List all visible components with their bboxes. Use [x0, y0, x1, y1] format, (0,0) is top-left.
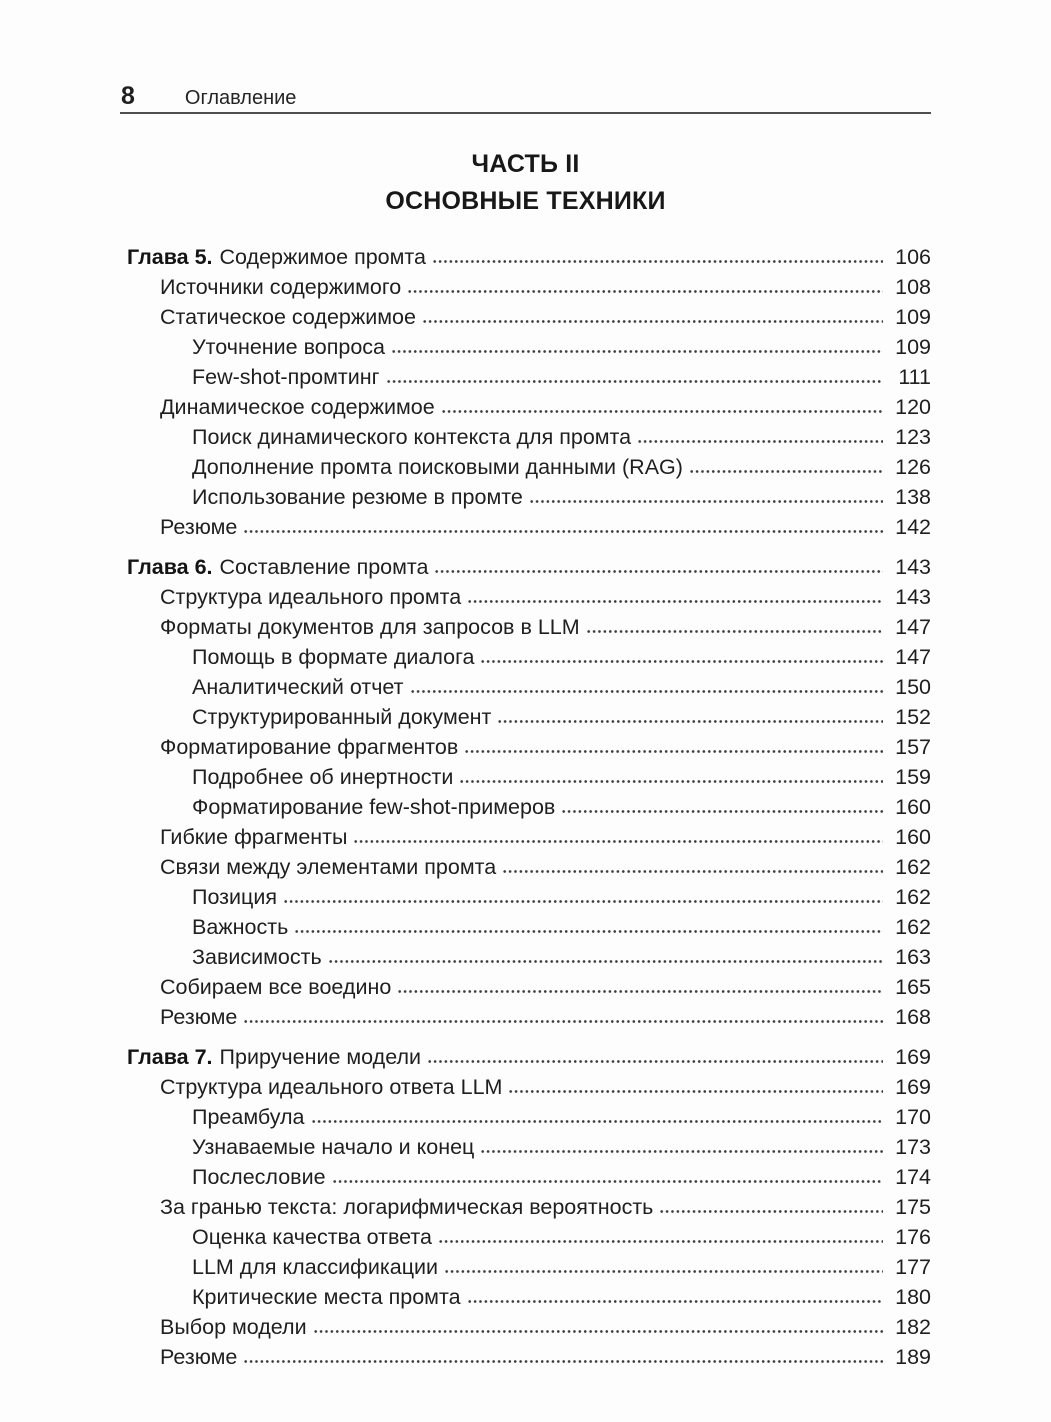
dot-leader — [353, 839, 883, 844]
toc-entry-page-number: 162 — [895, 885, 931, 909]
dot-leader — [243, 1019, 883, 1024]
dot-leader — [283, 899, 883, 904]
toc-entry-title: Структурированный документ — [192, 705, 492, 729]
toc-entry — [127, 512, 931, 542]
toc-entry — [127, 582, 931, 612]
toc-entry-page-number: 150 — [895, 675, 931, 699]
dot-leader — [397, 989, 883, 994]
toc-entry-title: Приручение модели — [219, 1045, 421, 1069]
toc-entry-title: Выбор модели — [160, 1315, 307, 1339]
toc-entry — [127, 1072, 931, 1102]
folio-page-number: 8 — [121, 82, 135, 110]
toc-entry-title: Содержимое промта — [219, 245, 426, 269]
toc-entry — [127, 642, 931, 672]
toc-entry-page-number: 109 — [895, 305, 931, 329]
toc-entry-page-number: 109 — [895, 335, 931, 359]
toc-entry-title: Зависимость — [192, 945, 322, 969]
toc-entry-title: Гибкие фрагменты — [160, 825, 348, 849]
toc-entry-title: Составление промта — [219, 555, 429, 579]
toc-entry — [127, 792, 931, 822]
toc-entry-page-number: 189 — [895, 1345, 931, 1369]
dot-leader — [294, 929, 883, 934]
toc-entry-page-number: 106 — [895, 245, 931, 269]
toc-entry-page-number: 147 — [895, 645, 931, 669]
part-title: ОСНОВНЫЕ ТЕХНИКИ — [385, 187, 666, 215]
dot-leader — [328, 959, 883, 964]
dot-leader — [502, 869, 883, 874]
toc-entry-page-number: 173 — [895, 1135, 931, 1159]
dot-leader — [410, 689, 883, 694]
toc-entry — [127, 1312, 931, 1342]
dot-leader — [508, 1089, 883, 1094]
toc-entry — [127, 452, 931, 482]
toc-entry-title: Структура идеального промта — [160, 585, 462, 609]
toc-entry-title: Форматирование few-shot-примеров — [192, 795, 556, 819]
dot-leader — [529, 499, 883, 504]
toc-entry-page-number: 169 — [895, 1045, 931, 1069]
toc-entry-page-number: 138 — [895, 485, 931, 509]
toc-entry-page-number: 120 — [895, 395, 931, 419]
dot-leader — [391, 349, 883, 354]
toc-entry-title: Важность — [192, 915, 289, 939]
toc-entry-page-number: 159 — [895, 765, 931, 789]
toc-entry-chapter-prefix: Глава 7. — [127, 1045, 213, 1069]
toc-entry-page-number: 168 — [895, 1005, 931, 1029]
toc-entry-chapter-prefix: Глава 5. — [127, 245, 213, 269]
toc-entry — [127, 362, 931, 392]
dot-leader — [434, 569, 883, 574]
toc-entry-page-number: 143 — [895, 585, 931, 609]
dot-leader — [422, 319, 883, 324]
dot-leader — [586, 629, 883, 634]
toc-entry-page-number: 177 — [895, 1255, 931, 1279]
toc-entry — [127, 1192, 931, 1222]
toc-entry-page-number: 108 — [895, 275, 931, 299]
part-heading — [120, 146, 931, 220]
toc-entry-page-number: 176 — [895, 1225, 931, 1249]
toc-entry-page-number: 160 — [895, 795, 931, 819]
toc-entry-page-number: 152 — [895, 705, 931, 729]
toc-entry-title: Уточнение вопроса — [192, 335, 385, 359]
toc-entry-page-number: 162 — [895, 915, 931, 939]
toc-entry — [127, 1042, 931, 1072]
toc-entry-page-number: 126 — [895, 455, 931, 479]
toc-entry — [127, 1162, 931, 1192]
dot-leader — [243, 1359, 883, 1364]
toc-entry-title: Форматирование фрагментов — [160, 735, 459, 759]
toc-entry-page-number: 169 — [895, 1075, 931, 1099]
toc-entry — [127, 1132, 931, 1162]
dot-leader — [459, 779, 883, 784]
toc-entry-page-number: 142 — [895, 515, 931, 539]
toc-entry — [127, 392, 931, 422]
dot-leader — [438, 1239, 883, 1244]
toc-entry — [127, 242, 931, 272]
running-header-title: Оглавление — [184, 87, 297, 109]
toc-entry-title: Поиск динамического контекста для промта — [192, 425, 632, 449]
toc-entry — [127, 912, 931, 942]
toc-entry-page-number: 180 — [895, 1285, 931, 1309]
toc-entry-title: Позиция — [192, 885, 278, 909]
toc-entry — [127, 942, 931, 972]
dot-leader — [637, 439, 883, 444]
toc-entry — [127, 972, 931, 1002]
dot-leader — [689, 469, 883, 474]
dot-leader — [480, 1149, 883, 1154]
toc-entry — [127, 672, 931, 702]
toc-entry — [127, 882, 931, 912]
toc-entry-chapter-prefix: Глава 6. — [127, 555, 213, 579]
toc-entry — [127, 272, 931, 302]
toc-entry-page-number: 123 — [895, 425, 931, 449]
toc-entry-title: Резюме — [160, 515, 238, 539]
running-header — [121, 82, 931, 111]
toc-entry-title: Собираем все воедино — [160, 975, 392, 999]
toc-entry-title: Связи между элементами промта — [160, 855, 497, 879]
dot-leader — [659, 1209, 883, 1214]
toc-entry-title: Подробнее об инертности — [192, 765, 454, 789]
toc-entry-title: Дополнение промта поисковыми данными (RAG) — [192, 455, 683, 479]
toc-entry-title: LLM для классификации — [192, 1255, 439, 1279]
toc-entry-title: Источники содержимого — [160, 275, 402, 299]
toc-entry — [127, 1222, 931, 1252]
toc-entry — [127, 732, 931, 762]
toc-entry-page-number: 157 — [895, 735, 931, 759]
toc-entry — [127, 1342, 931, 1372]
toc-entry — [127, 852, 931, 882]
dot-leader — [464, 749, 883, 754]
toc-entry — [127, 612, 931, 642]
toc-entry — [127, 702, 931, 732]
toc-entry-title: Послесловие — [192, 1165, 326, 1189]
toc-entry-title: Динамическое содержимое — [160, 395, 435, 419]
toc-entry-title: Форматы документов для запросов в LLM — [160, 615, 580, 639]
toc-entry-title: Узнаваемые начало и конец — [192, 1135, 475, 1159]
toc-entry-page-number: 170 — [895, 1105, 931, 1129]
toc-entry — [127, 1002, 931, 1032]
toc-entry-title: Использование резюме в промте — [192, 485, 523, 509]
toc-entry-title: Аналитический отчет — [192, 675, 404, 699]
toc-entry-title: Помощь в формате диалога — [192, 645, 475, 669]
dot-leader — [243, 529, 883, 534]
toc-entry-title: Статическое содержимое — [160, 305, 416, 329]
toc-entry-page-number: 147 — [895, 615, 931, 639]
dot-leader — [497, 719, 883, 724]
toc-entry — [127, 1252, 931, 1282]
toc-entry-title: За гранью текста: логарифмическая вероятность — [160, 1195, 654, 1219]
dot-leader — [313, 1329, 883, 1334]
toc-entry-title: Резюме — [160, 1005, 238, 1029]
dot-leader — [561, 809, 883, 814]
toc-entry-page-number: 165 — [895, 975, 931, 999]
toc-entry-page-number: 143 — [895, 555, 931, 579]
toc-list — [127, 242, 931, 1372]
toc-entry-page-number: 182 — [895, 1315, 931, 1339]
dot-leader — [467, 599, 883, 604]
toc-entry — [127, 822, 931, 852]
toc-entry — [127, 302, 931, 332]
toc-entry — [127, 332, 931, 362]
toc-entry-page-number: 163 — [895, 945, 931, 969]
dot-leader — [441, 409, 883, 414]
toc-entry — [127, 482, 931, 512]
dot-leader — [480, 659, 883, 664]
dot-leader — [432, 259, 883, 264]
dot-leader — [427, 1059, 883, 1064]
dot-leader — [332, 1179, 883, 1184]
toc-entry-title: Критические места промта — [192, 1285, 461, 1309]
toc-entry-title: Структура идеального ответа LLM — [160, 1075, 503, 1099]
toc-entry-title: Few-shot-промтинг — [192, 365, 380, 389]
toc-entry-title: Оценка качества ответа — [192, 1225, 432, 1249]
toc-entry-title: Резюме — [160, 1345, 238, 1369]
toc-entry — [127, 762, 931, 792]
dot-leader — [386, 379, 884, 384]
toc-entry-page-number: 175 — [895, 1195, 931, 1219]
toc-entry — [127, 1102, 931, 1132]
toc-entry-page-number: 160 — [895, 825, 931, 849]
dot-leader — [467, 1299, 883, 1304]
part-number: ЧАСТЬ II — [471, 150, 580, 178]
dot-leader — [407, 289, 883, 294]
toc-entry-page-number: 162 — [895, 855, 931, 879]
toc-entry — [127, 552, 931, 582]
toc-entry — [127, 1282, 931, 1312]
toc-entry-title: Преамбула — [192, 1105, 305, 1129]
toc-entry-page-number: 174 — [895, 1165, 931, 1189]
dot-leader — [311, 1119, 884, 1124]
header-rule — [120, 112, 931, 114]
toc-entry — [127, 422, 931, 452]
toc-entry-page-number: 111 — [898, 365, 931, 389]
dot-leader — [444, 1269, 883, 1274]
